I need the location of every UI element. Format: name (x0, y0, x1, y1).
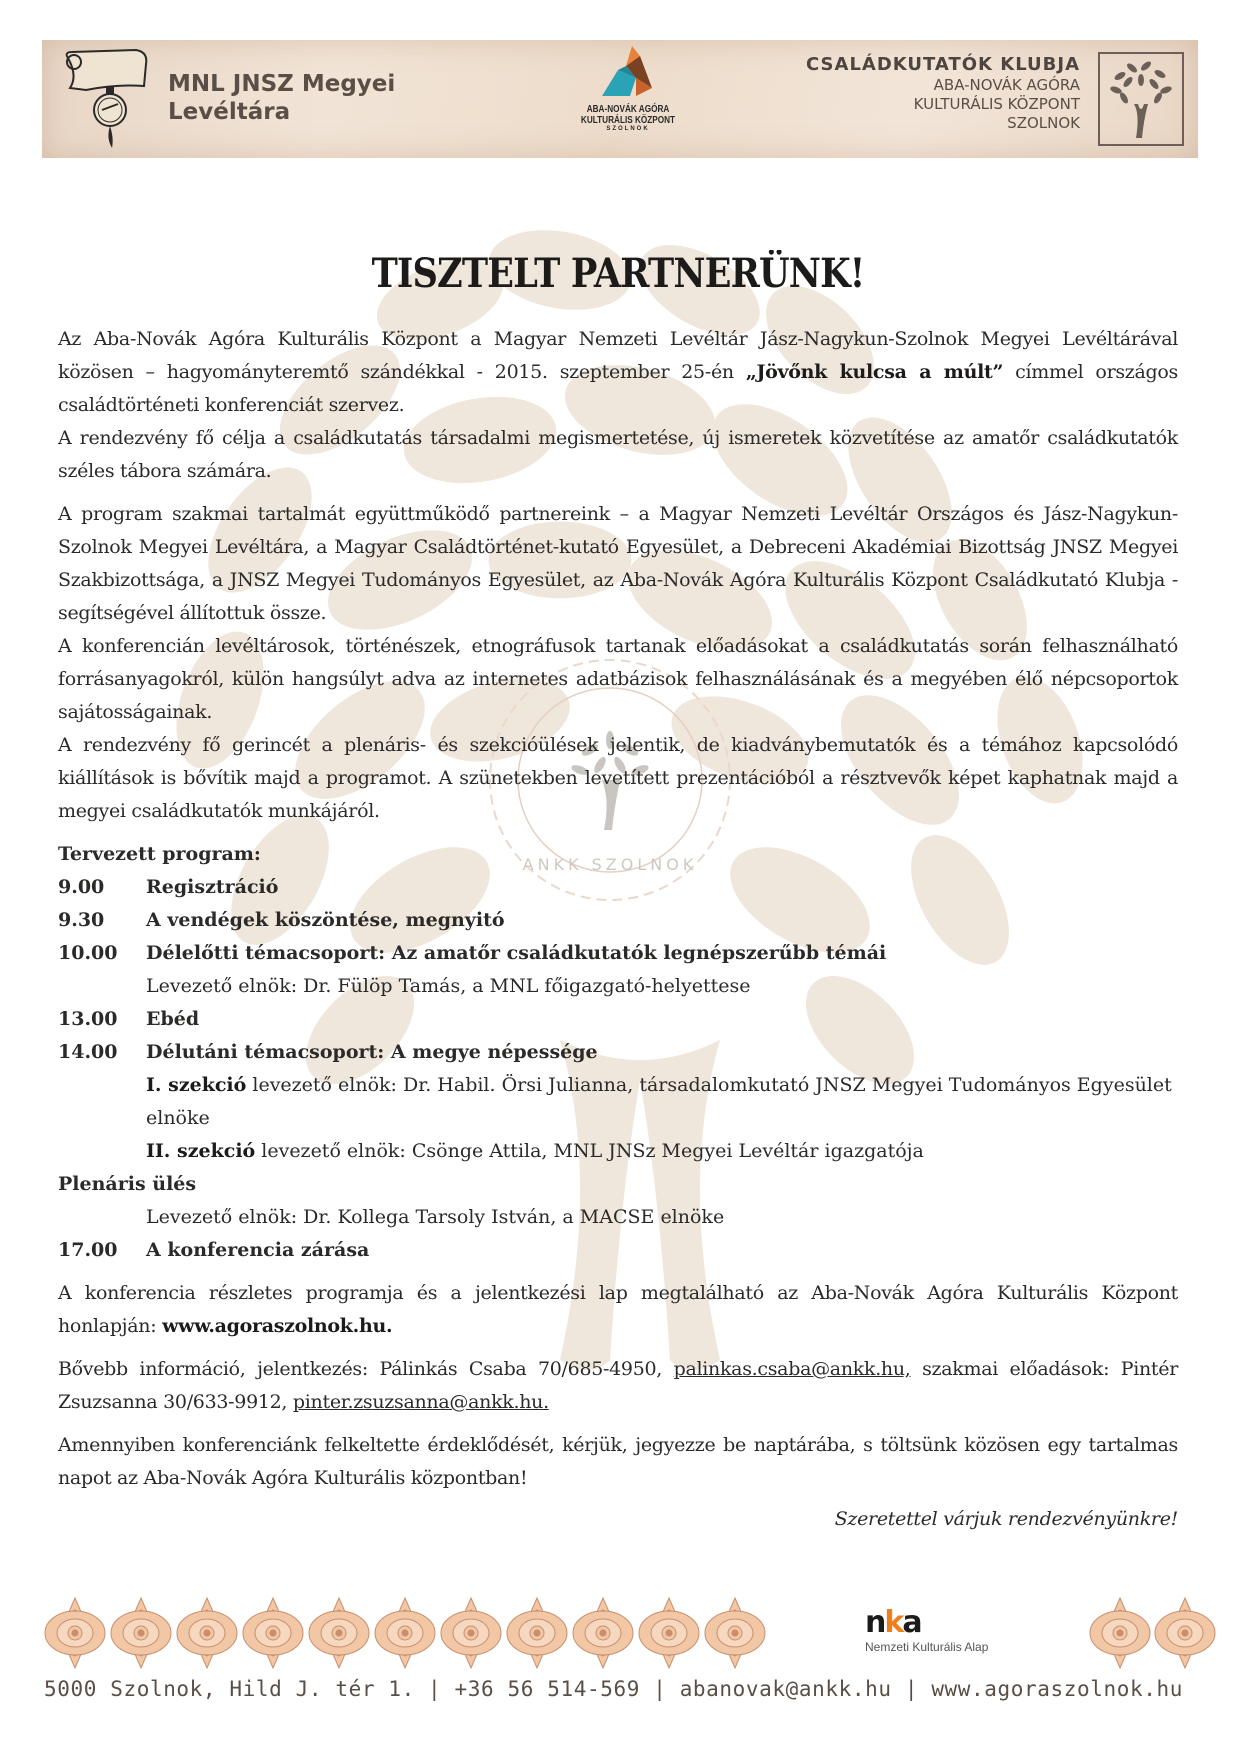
closing-line: Szeretettel várjuk rendezvényünkre! (834, 1508, 1178, 1530)
plenary-heading: Plenáris ülés (58, 1173, 197, 1195)
folk-flower-ornament-icon (172, 1596, 242, 1670)
folk-flower-ornament-icon (634, 1596, 704, 1670)
program-item (58, 1234, 1178, 1267)
paragraph-partners: A program szakmai tartalmát együttműködő partnereink – a Magyar Nemzeti Levéltár Országos és Jász-Nagykun-Szolnok Megyei Levéltára, a Magyar Családtörténet-kutató Egyesület, a Debreceni Akadémiai Bizottság JNSZ Megyei Szakbizottsága, a JNSZ Megyei Tudományos Egyesület, az Aba-Novák Agóra Kulturális Központ Családkutató Klubja - segítségével állítottuk össze. (58, 503, 1178, 624)
program-title: Délutáni témacsoport: A megye népessége (146, 1041, 598, 1063)
nka-letter-a: a (902, 1605, 921, 1640)
folk-flower-ornament-icon (238, 1596, 308, 1670)
agora-logo-line1: ABA-NOVÁK AGÓRA (586, 104, 670, 115)
program-time: 14.00 (58, 1041, 118, 1063)
website-text: A konferencia részletes programja és a jelentkezési lap megtalálható az Aba-Novák Agóra Kulturális Központ honlapján: (58, 1282, 1178, 1337)
aba-novak-agora-logo (570, 44, 686, 156)
program-time: 13.00 (58, 1008, 118, 1030)
section-label: II. szekció (146, 1140, 256, 1162)
nka-mark (865, 1605, 988, 1640)
paragraph-website (58, 1277, 1178, 1343)
folk-flower-ornament-icon (304, 1596, 374, 1670)
archive-name-line1: MNL JNSZ Megyei (168, 71, 396, 97)
separator: | (639, 1677, 680, 1701)
program-heading: Tervezett program: (58, 843, 261, 865)
letter-body (58, 250, 1178, 1536)
conference-title: „Jövőnk kulcsa a múlt” (745, 361, 1004, 383)
archive-name (168, 70, 395, 126)
program-time: 10.00 (58, 942, 118, 964)
club-line1: ABA-NOVÁK AGÓRA (933, 76, 1080, 94)
program-time: 9.30 (58, 909, 105, 931)
program-section-2 (58, 1135, 1178, 1168)
paragraph-structure: A rendezvény fő gerincét a plenáris- és szekcióülések jelentik, de kiadványbemutatók és a témához kapcsolódó kiállítások is bővítik majd a programot. A szünetekben levetített prezentációból a résztvevők képet kaphatnak majd a megyei családkutatók munkájáról. (58, 734, 1178, 822)
footer-email[interactable]: abanovak@ankk.hu (679, 1677, 892, 1701)
footer-website[interactable]: www.agoraszolnok.hu (931, 1677, 1183, 1701)
folk-ornament-strip (40, 1596, 1200, 1686)
folk-flower-ornament-icon (700, 1596, 770, 1670)
seal-text: ANKK SZOLNOK (522, 855, 698, 874)
contact-text: Bővebb információ, jelentkezés: Pálinkás Csaba 70/685-4950, (58, 1358, 674, 1380)
agora-logo-line2: KULTURÁLIS KÖZPONT (580, 115, 676, 126)
program-item (58, 1036, 1178, 1069)
club-tree-logo (1098, 52, 1184, 146)
program-title: A konferencia zárása (146, 1239, 370, 1261)
folk-flower-ornament-icon (1085, 1596, 1155, 1670)
nka-letter-n: n (865, 1605, 885, 1640)
club-title: CSALÁDKUTATÓK KLUBJA (806, 54, 1080, 75)
section-chair: levezető elnök: Csönge Attila, MNL JNSz Megyei Levéltár igazgatója (255, 1140, 924, 1162)
folk-flower-ornament-icon (502, 1596, 572, 1670)
archive-scroll-seal-icon (56, 46, 164, 154)
program-title: Délelőtti témacsoport: Az amatőr családkutatók legnépszerűbb témái (146, 942, 887, 964)
program-chair-note: Levezető elnök: Dr. Kollega Tarsoly István, a MACSE elnöke (146, 1206, 725, 1228)
intro-text-end: címmel országos családtörténeti konferenciát szervez. (58, 361, 1178, 416)
intro-text: Az Aba-Novák Agóra Kulturális Központ a Magyar Nemzeti Levéltár Jász-Nagykun-Szolnok Megyei Levéltárával közösen – hagyományteremtő szándékkal - 2015. szeptember 25-én (58, 328, 1178, 383)
paragraph-speakers: A konferencián levéltárosok, történészek, etnográfusok tartanak előadásokat a családkutatás során felhasználható forrásanyagokról, külön hangsúlyt adva az internetes adatbázisok felhasználásának és a megyében élő népcsoportok sajátosságainak. (58, 635, 1178, 723)
folk-flower-ornament-icon (568, 1596, 638, 1670)
paragraph-intro (58, 323, 1178, 422)
nka-sponsor-logo (865, 1605, 989, 1654)
program-item (58, 1003, 1178, 1036)
website-link[interactable]: www.agoraszolnok.hu. (162, 1315, 393, 1337)
email-link-pinter[interactable]: pinter.zsuzsanna@ankk.hu. (292, 1391, 549, 1413)
paragraph-contact (58, 1353, 1178, 1419)
archive-name-line2: Levéltára (168, 99, 291, 125)
club-line2: KULTURÁLIS KÖZPONT (913, 95, 1080, 113)
agora-triangle-icon (596, 44, 660, 104)
program-title: A vendégek köszöntése, megnyitó (146, 909, 505, 931)
footer-address: 5000 Szolnok, Hild J. tér 1. (44, 1677, 415, 1701)
separator: | (891, 1677, 932, 1701)
program-section-1 (58, 1069, 1178, 1135)
program-time: 17.00 (58, 1239, 118, 1261)
program-chair-note: Levezető elnök: Dr. Fülöp Tamás, a MNL főigazgató-helyettese (146, 975, 751, 997)
paragraph-invitation: Amennyiben konferenciánk felkeltette érdeklődését, kérjük, jegyezze be naptárába, s töltsünk közösen egy tartalmas napot az Aba-Novák Agóra Kulturális központban! (58, 1434, 1178, 1489)
folk-flower-ornament-icon (436, 1596, 506, 1670)
nka-name: Nemzeti Kulturális Alap (865, 1640, 989, 1654)
section-label: I. szekció (146, 1074, 247, 1096)
section-chair: levezető elnök: Dr. Habil. Örsi Julianna, társadalomkutató JNSZ Megyei Tudományos Egyesület elnöke (146, 1074, 1172, 1129)
agora-logo-line3: SZOLNOK (606, 126, 650, 132)
email-link-palinkas[interactable]: palinkas.csaba@ankk.hu, (673, 1358, 911, 1380)
footer-contact (44, 1677, 1200, 1701)
program-item (58, 904, 1178, 937)
separator: | (414, 1677, 455, 1701)
program-item (58, 937, 1178, 970)
program-time: 9.00 (58, 876, 105, 898)
nka-letter-k: k (884, 1605, 903, 1640)
family-research-club-block (806, 54, 1080, 133)
page-title: TISZTELT PARTNERÜNK! (371, 250, 865, 297)
folk-flower-ornament-icon (40, 1596, 110, 1670)
header-banner (42, 40, 1198, 158)
paragraph-goal: A rendezvény fő célja a családkutatás társadalmi megismertetése, új ismeretek közvetítése az amatőr családkutatók széles tábora számára. (58, 427, 1178, 482)
folk-flower-ornament-icon (370, 1596, 440, 1670)
club-line3: SZOLNOK (1007, 114, 1080, 132)
contact-text-2: szakmai előadások: Pintér Zsuzsanna 30/633-9912, (58, 1358, 1178, 1413)
folk-flower-ornament-icon (106, 1596, 176, 1670)
program-item (58, 871, 1178, 904)
program-schedule (58, 838, 1178, 1267)
folk-flower-ornament-icon (1150, 1596, 1220, 1670)
program-title: Ebéd (146, 1008, 200, 1030)
footer-phone: +36 56 514-569 (454, 1677, 640, 1701)
program-title: Regisztráció (146, 876, 279, 898)
tree-icon (1100, 54, 1182, 144)
